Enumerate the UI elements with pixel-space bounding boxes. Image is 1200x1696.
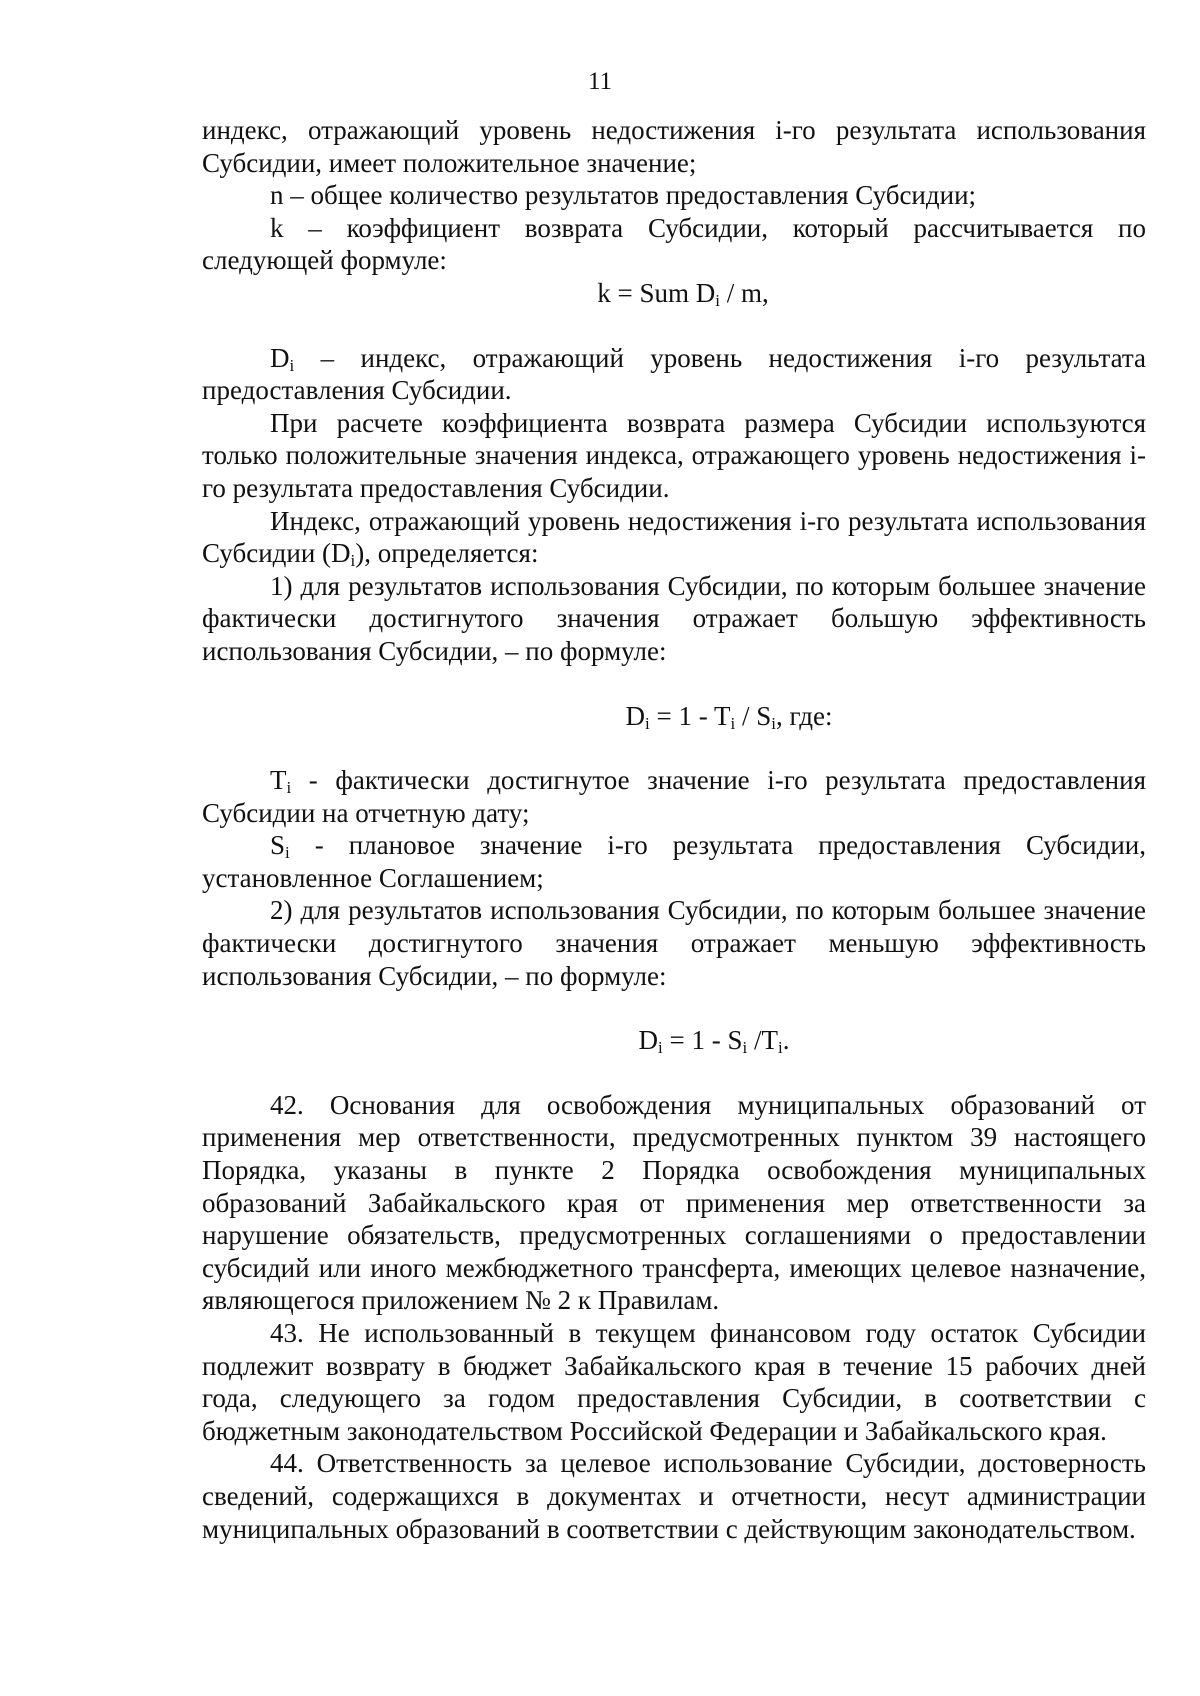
text-run: - плановое значение i-го результата предоставления Субсидии, установленное Соглашением; bbox=[202, 830, 1146, 893]
paragraph: При расчете коэффициента возврата размера Субсидии используются только положительные значения индекса, отражающего уровень недостижения i-го результата предоставления Субсидии. bbox=[202, 407, 1146, 503]
paragraph: 42. Основания для освобождения муниципальных образований от применения мер ответственности, предусмотренных пунктом 39 настоящего Порядка, указаны в пункте 2 Порядка освобождения муниципальных образований Забайкальского края от применения мер ответственности за нарушение обязательств, предусмотренных соглашениями о предоставлении субсидий или иного межбюджетного трансферта, имеющих целевое назначение, являющегося приложением № 2 к Правилам. bbox=[202, 1089, 1146, 1316]
subscript: i bbox=[730, 713, 736, 733]
paragraph bbox=[202, 505, 1146, 570]
paragraph bbox=[202, 764, 1146, 829]
subscript: i bbox=[289, 355, 295, 375]
text-run: /T bbox=[747, 1025, 778, 1056]
subscript: i bbox=[350, 551, 356, 571]
text-run: D bbox=[625, 700, 646, 731]
text-run: T bbox=[270, 765, 287, 796]
subscript: i bbox=[715, 290, 720, 310]
text-run: Индекс, отражающий уровень недостижения i-го результата использования Субсидии (D bbox=[202, 505, 1146, 569]
paragraph bbox=[202, 829, 1146, 894]
text-run: = 1 - S bbox=[662, 1025, 743, 1056]
paragraph: k – коэффициент возврата Субсидии, который рассчитывается по следующей формуле: bbox=[202, 212, 1146, 276]
paragraph: 44. Ответственность за целевое использование Субсидии, достоверность сведений, содержащихся в документах и отчетности, несут администрации муниципальных образований в соответствии с действующим законодательством. bbox=[202, 1448, 1146, 1544]
subscript: i bbox=[771, 713, 776, 733]
text-run: - фактически достигнутое значение i-го результата предоставления Субсидии на отчетную дату; bbox=[202, 765, 1146, 828]
formula bbox=[202, 700, 1146, 733]
subscript: i bbox=[645, 713, 650, 733]
text-run: / S bbox=[735, 700, 772, 731]
paragraph: 43. Не использованный в текущем финансовом году остаток Субсидии подлежит возврату в бюджет Забайкальского края в течение 15 рабочих дней года, следующего за годом предоставления Субсидии, в соответствии с бюджетным законодательством Российской Федерации и Забайкальского края. bbox=[202, 1318, 1146, 1446]
paragraph: n – общее количество результатов предоставления Субсидии; bbox=[270, 180, 977, 211]
document-body bbox=[202, 114, 1146, 1545]
subscript: i bbox=[286, 778, 292, 798]
formula bbox=[202, 277, 1146, 310]
subscript: i bbox=[742, 1038, 748, 1058]
text-run: S bbox=[270, 830, 286, 861]
text-run: ), определяется: bbox=[355, 538, 539, 569]
text-run: , где: bbox=[776, 700, 833, 731]
paragraph bbox=[202, 342, 1146, 407]
subscript: i bbox=[777, 1038, 783, 1058]
paragraph: индекс, отражающий уровень недостижения i-го результата использования Субсидии, имеет положительное значение; bbox=[202, 115, 1146, 178]
text-run: / m, bbox=[719, 277, 769, 308]
formula bbox=[202, 1024, 1146, 1057]
paragraph: 2) для результатов использования Субсидии, по которым большее значение фактически достигнутого значения отражает меньшую эффективность использования Субсидии, – по формуле: bbox=[202, 895, 1146, 991]
text-run: D bbox=[638, 1025, 659, 1056]
text-run: = 1 - T bbox=[649, 700, 731, 731]
subscript: i bbox=[658, 1038, 663, 1058]
text-run: k = Sum D bbox=[597, 277, 716, 308]
text-run: D bbox=[270, 342, 290, 373]
text-run: – индекс, отражающий уровень недостижения i-го результата предоставления Субсидии. bbox=[202, 342, 1146, 406]
paragraph: 1) для результатов использования Субсидии, по которым большее значение фактически достигнутого значения отражает большую эффективность использования Субсидии, – по формуле: bbox=[202, 570, 1146, 666]
page-number: 11 bbox=[587, 68, 613, 95]
text-run: . bbox=[782, 1025, 790, 1056]
subscript: i bbox=[285, 843, 290, 863]
